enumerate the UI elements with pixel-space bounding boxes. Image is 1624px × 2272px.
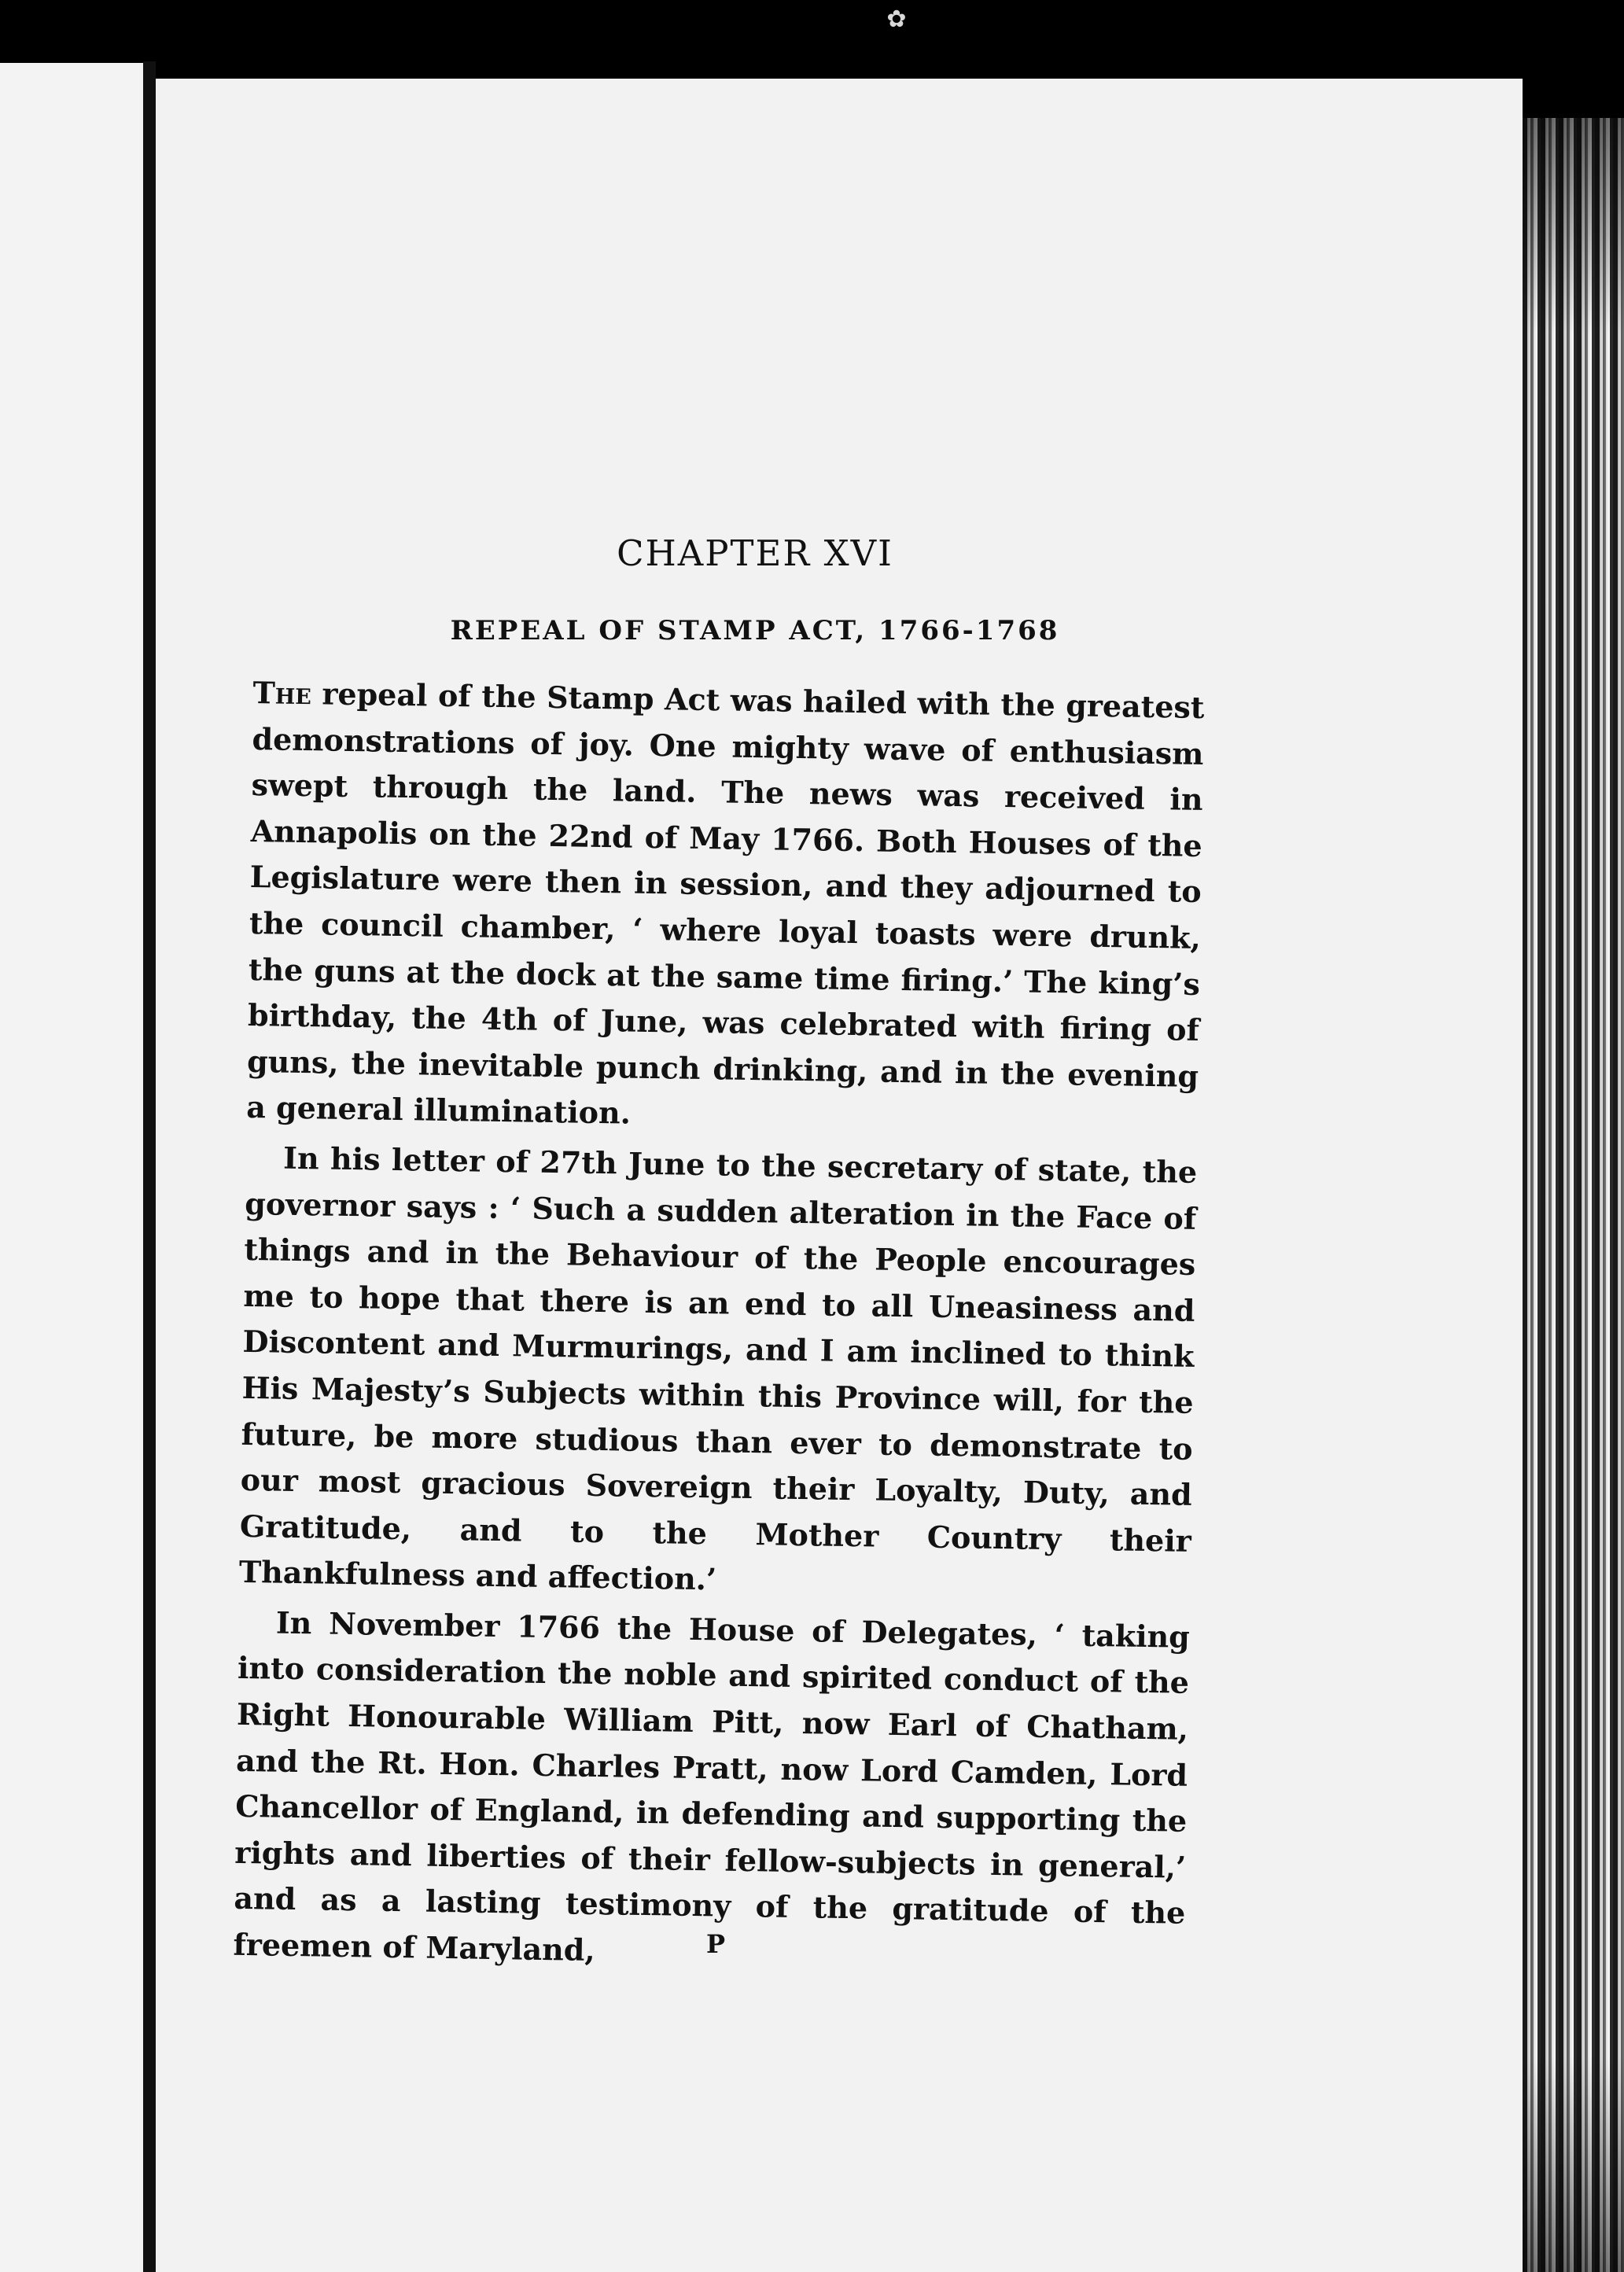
paragraph-3: In November 1766 the House of Delegates, ‘ taking into consideration the noble and spirited conduct of the Right Honourable William Pitt, now Earl of Chatham, and the Rt. Hon. Charles Pratt, now Lord Camden, Lord Chancellor of England, in defending and supporting the rights and liberties of their fellow-subjects in general,’ and as a lasting testimony of the gratitude of the freemen of Maryland, bbox=[233, 1604, 1191, 1968]
page-edges-shade bbox=[1523, 118, 1624, 2272]
chapter-subtitle: REPEAL OF STAMP ACT, 1766-1768 bbox=[450, 615, 1060, 646]
paragraph-1-text: repeal of the Stamp Act was hailed with the greatest demonstrations of joy. One mighty wave of enthusiasm swept through the land. The news was received in Annapolis on the 22nd of May 1766. Both Houses of the Legislature were then in session, and they adjourned to the council chamber, ‘ where loyal toasts were drunk, the guns at the dock at the same time firing.’ The king’s birthday, the 4th of June, was celebrated with firing of guns, the inevitable punch drinking, and in the evening a general illumination. bbox=[245, 676, 1205, 1131]
body-text bbox=[233, 670, 1205, 1987]
paragraph-1 bbox=[246, 670, 1205, 1146]
paragraph-lead-word: The bbox=[252, 674, 312, 712]
page-signature: P bbox=[705, 1929, 726, 1959]
left-page-edge bbox=[0, 63, 143, 2272]
paragraph-2: In his letter of 27th June to the secretary of state, the governor says : ‘ Such a sudden alteration in the Face of things and in the Behaviour of the People encourages me to hope that there is an end to all Uneasiness and Discontent and Murmurings, and I am inclined to think His Majesty’s Subjects within this Province will, for the future, be more studious than ever to demonstrate to our most gracious Sovereign their Loyalty, Duty, and Gratitude, and to the Mother Country their Thankfulness and affection.’ bbox=[238, 1140, 1198, 1597]
chapter-title: CHAPTER XVI bbox=[617, 532, 893, 574]
scan-mark-icon: ✿ bbox=[886, 6, 907, 33]
book-gutter bbox=[143, 61, 156, 2272]
